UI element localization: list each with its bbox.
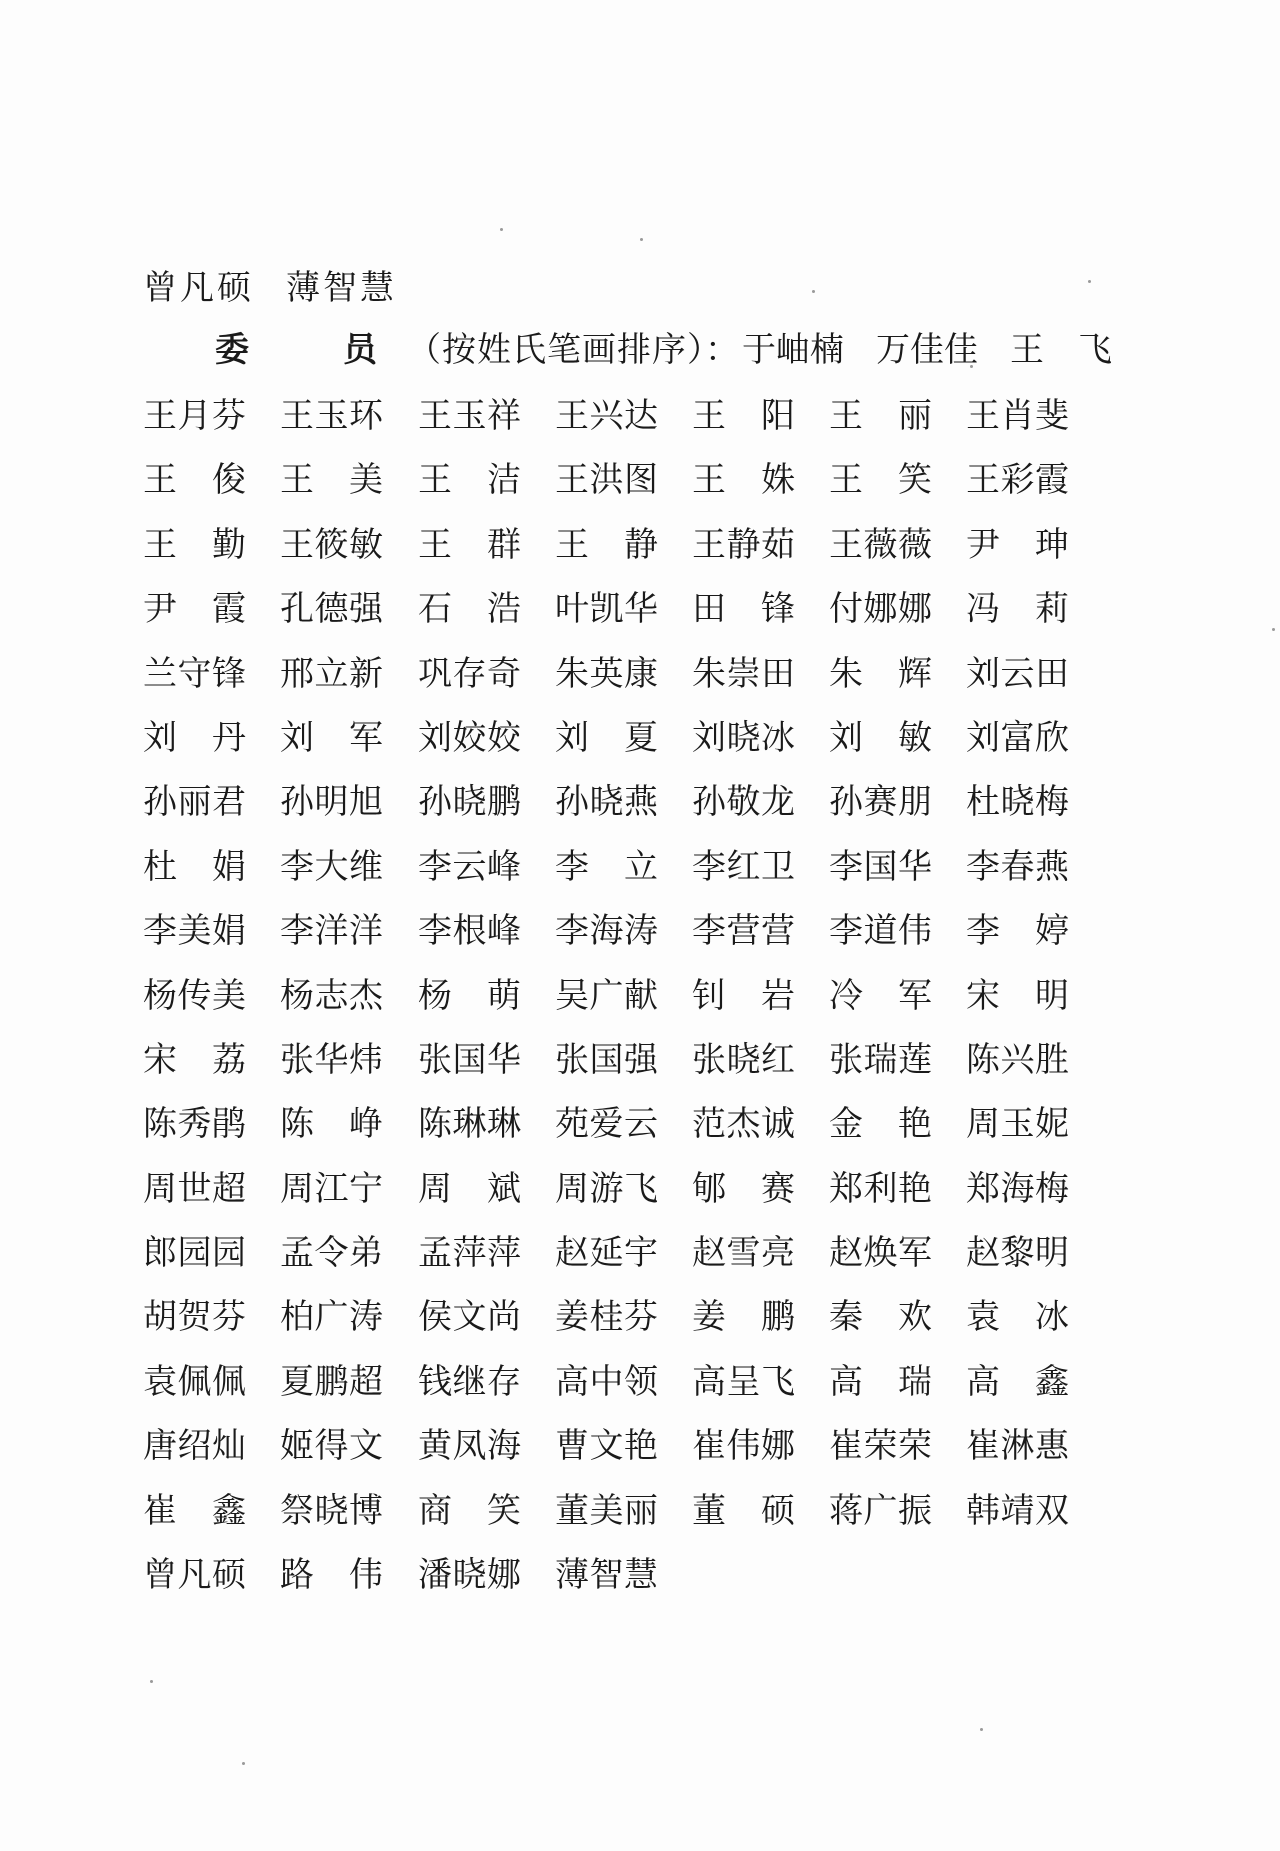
member-name: 姜 鹏 bbox=[692, 1297, 795, 1338]
scan-speck bbox=[812, 290, 815, 293]
member-name: 王薇薇 bbox=[829, 524, 932, 565]
member-name: 刘 敏 bbox=[829, 717, 932, 758]
member-name: 朱 辉 bbox=[829, 653, 932, 694]
member-name: 王肖斐 bbox=[966, 396, 1069, 436]
member-row bbox=[143, 964, 1083, 1028]
member-name: 侯文尚 bbox=[418, 1297, 521, 1338]
member-name: 孔德强 bbox=[280, 589, 383, 630]
member-name: 赵焕军 bbox=[829, 1233, 932, 1274]
member-name: 张国强 bbox=[555, 1039, 658, 1080]
member-row bbox=[143, 1414, 1083, 1478]
scan-speck bbox=[150, 1680, 153, 1683]
member-name: 曾凡硕 bbox=[143, 1555, 246, 1596]
member-name: 王兴达 bbox=[555, 396, 658, 436]
members-heading-line bbox=[215, 320, 1144, 380]
member-name: 李红卫 bbox=[692, 846, 795, 887]
member-name: 曹文艳 bbox=[555, 1426, 658, 1467]
member-name: 王玉祥 bbox=[418, 396, 521, 436]
member-name-grid bbox=[143, 384, 1083, 1607]
member-name: 巩存奇 bbox=[418, 653, 521, 694]
member-name: 袁 冰 bbox=[966, 1297, 1069, 1338]
member-name: 于岫楠 bbox=[742, 330, 844, 370]
member-name: 王 静 bbox=[555, 524, 658, 565]
member-name: 张国华 bbox=[418, 1039, 521, 1080]
member-row bbox=[143, 706, 1083, 770]
members-sort-note: （按姓氏笔画排序）： bbox=[407, 330, 740, 370]
members-first-names bbox=[742, 320, 1144, 380]
member-name: 郎园园 bbox=[143, 1233, 246, 1274]
member-name: 杨 萌 bbox=[418, 975, 521, 1016]
member-name: 李大维 bbox=[280, 846, 383, 887]
member-name: 田 锋 bbox=[692, 589, 795, 630]
member-name: 袁佩佩 bbox=[143, 1361, 246, 1402]
member-name: 李根峰 bbox=[418, 911, 521, 952]
member-name: 姬得文 bbox=[280, 1426, 383, 1467]
member-name: 付娜娜 bbox=[829, 589, 932, 630]
member-row bbox=[143, 1028, 1083, 1092]
member-name: 李营营 bbox=[692, 911, 795, 952]
member-name: 高呈飞 bbox=[692, 1361, 795, 1402]
member-name: 钱继存 bbox=[418, 1361, 521, 1402]
scan-speck bbox=[1088, 280, 1091, 283]
member-name: 李 立 bbox=[555, 846, 658, 887]
member-name: 孟令弟 bbox=[280, 1233, 383, 1274]
member-name: 吴广献 bbox=[555, 975, 658, 1016]
member-name: 范杰诚 bbox=[692, 1104, 795, 1145]
member-row bbox=[143, 384, 1083, 448]
member-name: 刘云田 bbox=[966, 653, 1069, 694]
member-name: 路 伟 bbox=[280, 1555, 383, 1596]
member-name: 高 鑫 bbox=[966, 1361, 1069, 1402]
member-name: 石 浩 bbox=[418, 589, 521, 630]
member-name: 蒋广振 bbox=[829, 1490, 932, 1531]
member-name: 杜晓梅 bbox=[966, 782, 1069, 823]
member-name: 韩靖双 bbox=[966, 1490, 1069, 1531]
member-name: 王 俊 bbox=[143, 460, 246, 501]
member-name: 张瑞莲 bbox=[829, 1039, 932, 1080]
member-name: 王 笑 bbox=[829, 460, 932, 501]
member-name: 周江宁 bbox=[280, 1168, 383, 1209]
committee-top-line bbox=[143, 258, 429, 318]
member-name: 李国华 bbox=[829, 846, 932, 887]
member-name: 孙赛朋 bbox=[829, 782, 932, 823]
member-name: 董 硕 bbox=[692, 1490, 795, 1531]
member-name: 邢立新 bbox=[280, 653, 383, 694]
member-name: 周游飞 bbox=[555, 1168, 658, 1209]
member-row bbox=[143, 1543, 1083, 1607]
member-row bbox=[143, 1092, 1083, 1156]
member-name: 薄智慧 bbox=[555, 1555, 658, 1596]
member-name: 王 美 bbox=[280, 460, 383, 501]
member-name: 崔荣荣 bbox=[829, 1426, 932, 1467]
member-name: 杨志杰 bbox=[280, 975, 383, 1016]
member-name: 杨传美 bbox=[143, 975, 246, 1016]
top-member-name: 薄智慧 bbox=[286, 268, 397, 308]
member-name: 秦 欢 bbox=[829, 1297, 932, 1338]
member-name: 刘富欣 bbox=[966, 717, 1069, 758]
scan-speck bbox=[640, 238, 643, 241]
member-name: 赵延宇 bbox=[555, 1233, 658, 1274]
member-name: 祭晓博 bbox=[280, 1490, 383, 1531]
member-name: 周世超 bbox=[143, 1168, 246, 1209]
member-name: 董美丽 bbox=[555, 1490, 658, 1531]
member-name: 王 丽 bbox=[829, 396, 932, 436]
member-name: 崔淋惠 bbox=[966, 1426, 1069, 1467]
member-name: 王筱敏 bbox=[280, 524, 383, 565]
member-name: 陈琳琳 bbox=[418, 1104, 521, 1145]
member-name: 王 群 bbox=[418, 524, 521, 565]
member-name: 刘姣姣 bbox=[418, 717, 521, 758]
member-name: 高中领 bbox=[555, 1361, 658, 1402]
member-name: 朱英康 bbox=[555, 653, 658, 694]
member-name: 朱崇田 bbox=[692, 653, 795, 694]
member-row bbox=[143, 642, 1083, 706]
member-name: 王洪图 bbox=[555, 460, 658, 501]
member-name: 夏鹏超 bbox=[280, 1361, 383, 1402]
member-name: 周 斌 bbox=[418, 1168, 521, 1209]
member-name: 刘 军 bbox=[280, 717, 383, 758]
member-name: 尹 霞 bbox=[143, 589, 246, 630]
member-name: 刘晓冰 bbox=[692, 717, 795, 758]
member-name: 王 阳 bbox=[692, 396, 795, 436]
member-name: 王静茹 bbox=[692, 524, 795, 565]
member-row bbox=[143, 1479, 1083, 1543]
member-name: 胡贺芬 bbox=[143, 1297, 246, 1338]
member-name: 杜 娟 bbox=[143, 846, 246, 887]
member-name: 宋 明 bbox=[966, 975, 1069, 1016]
member-name: 商 笑 bbox=[418, 1490, 521, 1531]
member-name: 孙敬龙 bbox=[692, 782, 795, 823]
member-name: 王玉环 bbox=[280, 396, 383, 436]
member-name: 李洋洋 bbox=[280, 911, 383, 952]
member-name: 宋 荔 bbox=[143, 1039, 246, 1080]
member-name: 孙明旭 bbox=[280, 782, 383, 823]
member-name: 周玉妮 bbox=[966, 1104, 1069, 1145]
member-row bbox=[143, 577, 1083, 641]
member-name: 郇 赛 bbox=[692, 1168, 795, 1209]
member-name: 王 洁 bbox=[418, 460, 521, 501]
member-name: 叶凯华 bbox=[555, 589, 658, 630]
member-name: 郑利艳 bbox=[829, 1168, 932, 1209]
member-name: 赵黎明 bbox=[966, 1233, 1069, 1274]
member-name: 金 艳 bbox=[829, 1104, 932, 1145]
member-name: 王 飞 bbox=[1010, 330, 1112, 370]
member-name: 高 瑞 bbox=[829, 1361, 932, 1402]
member-name: 潘晓娜 bbox=[418, 1555, 521, 1596]
member-name: 崔 鑫 bbox=[143, 1490, 246, 1531]
member-name: 李云峰 bbox=[418, 846, 521, 887]
member-name: 黄凤海 bbox=[418, 1426, 521, 1467]
member-name: 兰守锋 bbox=[143, 653, 246, 694]
member-name: 王 勤 bbox=[143, 524, 246, 565]
scan-speck bbox=[500, 228, 503, 231]
member-row bbox=[143, 770, 1083, 834]
member-name: 李春燕 bbox=[966, 846, 1069, 887]
member-name: 张晓红 bbox=[692, 1039, 795, 1080]
member-name: 陈 峥 bbox=[280, 1104, 383, 1145]
scan-speck bbox=[980, 1728, 983, 1731]
member-name: 陈秀鹃 bbox=[143, 1104, 246, 1145]
member-name: 李道伟 bbox=[829, 911, 932, 952]
member-name: 郑海梅 bbox=[966, 1168, 1069, 1209]
member-name: 刘 丹 bbox=[143, 717, 246, 758]
members-label: 委 员 bbox=[215, 330, 407, 370]
member-row bbox=[143, 1285, 1083, 1349]
member-row bbox=[143, 1157, 1083, 1221]
member-row bbox=[143, 448, 1083, 512]
member-name: 钊 岩 bbox=[692, 975, 795, 1016]
member-name: 王 姝 bbox=[692, 460, 795, 501]
member-name: 姜桂芬 bbox=[555, 1297, 658, 1338]
member-row bbox=[143, 513, 1083, 577]
member-name: 陈兴胜 bbox=[966, 1039, 1069, 1080]
member-name: 苑爱云 bbox=[555, 1104, 658, 1145]
member-name: 孙晓鹏 bbox=[418, 782, 521, 823]
scan-speck bbox=[242, 1762, 245, 1765]
member-name: 刘 夏 bbox=[555, 717, 658, 758]
member-row bbox=[143, 835, 1083, 899]
member-row bbox=[143, 1350, 1083, 1414]
member-name: 柏广涛 bbox=[280, 1297, 383, 1338]
member-name: 孟萍萍 bbox=[418, 1233, 521, 1274]
member-name: 孙晓燕 bbox=[555, 782, 658, 823]
member-name: 赵雪亮 bbox=[692, 1233, 795, 1274]
member-row bbox=[143, 1221, 1083, 1285]
scan-speck bbox=[1272, 628, 1275, 631]
member-name: 张华炜 bbox=[280, 1039, 383, 1080]
top-member-name: 曾凡硕 bbox=[143, 268, 254, 308]
member-name: 冷 军 bbox=[829, 975, 932, 1016]
member-name: 王月芬 bbox=[143, 396, 246, 436]
member-name: 孙丽君 bbox=[143, 782, 246, 823]
member-name: 崔伟娜 bbox=[692, 1426, 795, 1467]
member-name: 李海涛 bbox=[555, 911, 658, 952]
member-name: 王彩霞 bbox=[966, 460, 1069, 501]
member-name: 万佳佳 bbox=[876, 330, 978, 370]
member-name: 尹 珅 bbox=[966, 524, 1069, 565]
member-row bbox=[143, 899, 1083, 963]
member-name: 冯 莉 bbox=[966, 589, 1069, 630]
member-name: 李美娟 bbox=[143, 911, 246, 952]
member-name: 唐绍灿 bbox=[143, 1426, 246, 1467]
member-name: 李 婷 bbox=[966, 911, 1069, 952]
